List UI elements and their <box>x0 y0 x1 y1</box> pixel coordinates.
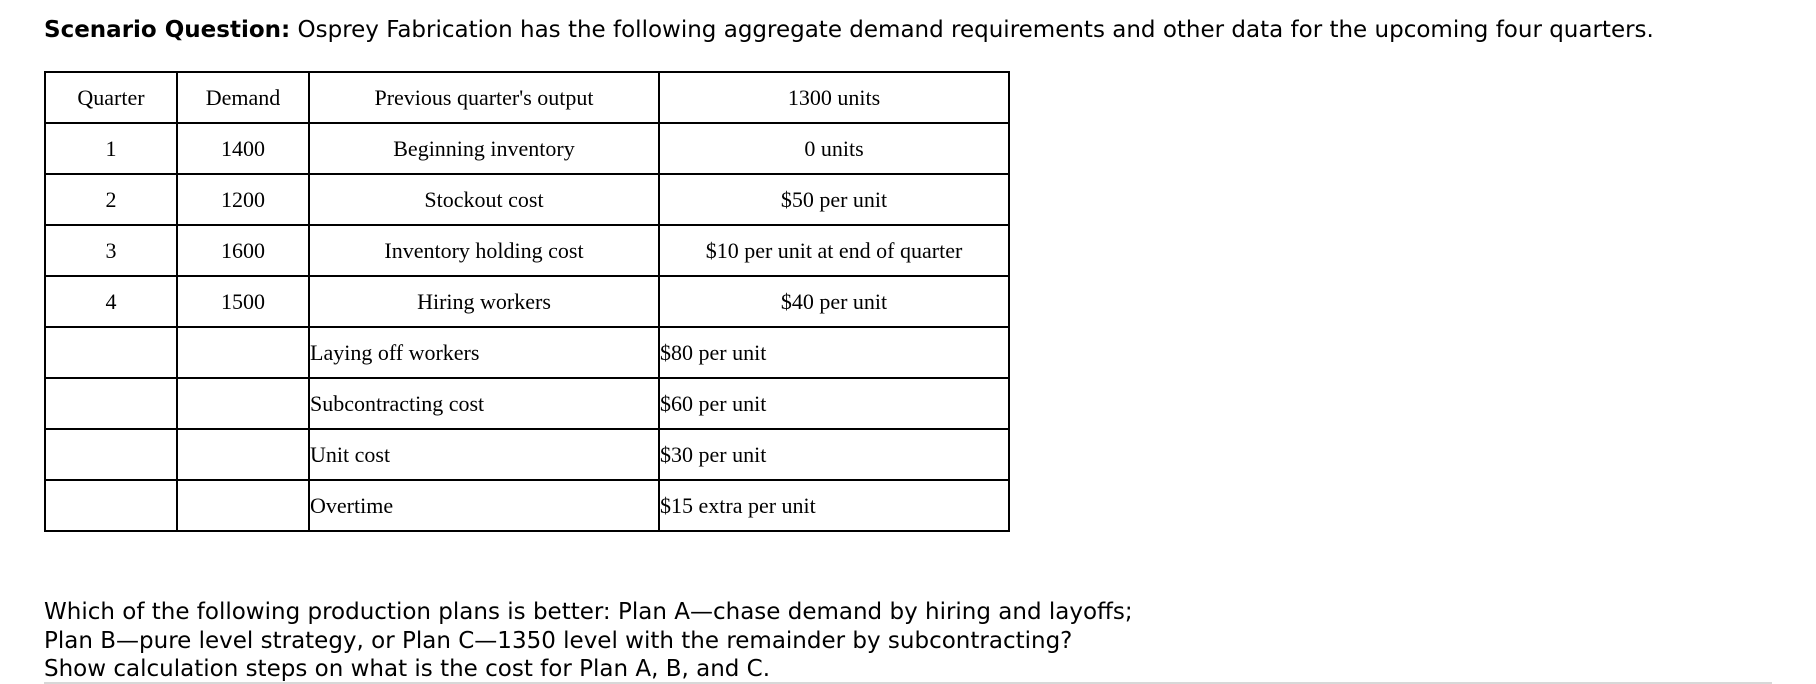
table-row <box>45 480 1009 531</box>
parameter-cell: Previous quarter's output <box>309 72 659 123</box>
demand-cell <box>177 480 309 531</box>
quarter-cell <box>45 480 177 531</box>
quarter-cell <box>45 327 177 378</box>
parameter-cell: Overtime <box>309 480 659 531</box>
value-cell: $40 per unit <box>659 276 1009 327</box>
demand-cell <box>177 429 309 480</box>
parameter-cell: Hiring workers <box>309 276 659 327</box>
table-row <box>45 72 1009 123</box>
demand-header: Demand <box>177 72 309 123</box>
quarter-cell <box>45 429 177 480</box>
scenario-heading <box>44 14 1654 46</box>
table-row <box>45 429 1009 480</box>
value-cell: $80 per unit <box>659 327 1009 378</box>
demand-cell <box>177 378 309 429</box>
question-text <box>44 598 1133 684</box>
demand-cell: 1500 <box>177 276 309 327</box>
value-cell: $60 per unit <box>659 378 1009 429</box>
value-cell: $10 per unit at end of quarter <box>659 225 1009 276</box>
question-line: Plan B—pure level strategy, or Plan C—1350 level with the remainder by subcontracting? <box>44 627 1073 654</box>
parameter-cell: Laying off workers <box>309 327 659 378</box>
quarter-cell <box>45 378 177 429</box>
question-line: Show calculation steps on what is the cost for Plan A, B, and C. <box>44 656 771 682</box>
quarter-cell: 2 <box>45 174 177 225</box>
parameter-cell: Unit cost <box>309 429 659 480</box>
parameter-cell: Stockout cost <box>309 174 659 225</box>
scenario-text: Osprey Fabrication has the following aggregate demand requirements and other data for the upcoming four quarters. <box>290 17 1654 43</box>
demand-cell: 1600 <box>177 225 309 276</box>
demand-data-table <box>44 71 1010 532</box>
table-row <box>45 174 1009 225</box>
value-cell: $50 per unit <box>659 174 1009 225</box>
value-cell: $15 extra per unit <box>659 480 1009 531</box>
value-cell: $30 per unit <box>659 429 1009 480</box>
demand-cell: 1400 <box>177 123 309 174</box>
table-row <box>45 123 1009 174</box>
demand-cell <box>177 327 309 378</box>
table-row <box>45 225 1009 276</box>
parameter-cell: Inventory holding cost <box>309 225 659 276</box>
parameter-cell: Beginning inventory <box>309 123 659 174</box>
parameter-cell: Subcontracting cost <box>309 378 659 429</box>
value-cell: 0 units <box>659 123 1009 174</box>
question-line: Which of the following production plans is better: Plan A—chase demand by hiring and layoffs; <box>44 599 1133 625</box>
value-cell: 1300 units <box>659 72 1009 123</box>
demand-cell: 1200 <box>177 174 309 225</box>
quarter-header: Quarter <box>45 72 177 123</box>
table-row <box>45 327 1009 378</box>
table-row <box>45 276 1009 327</box>
scenario-label: Scenario Question: <box>44 17 291 43</box>
quarter-cell: 4 <box>45 276 177 327</box>
quarter-cell: 3 <box>45 225 177 276</box>
quarter-cell: 1 <box>45 123 177 174</box>
table-row <box>45 378 1009 429</box>
